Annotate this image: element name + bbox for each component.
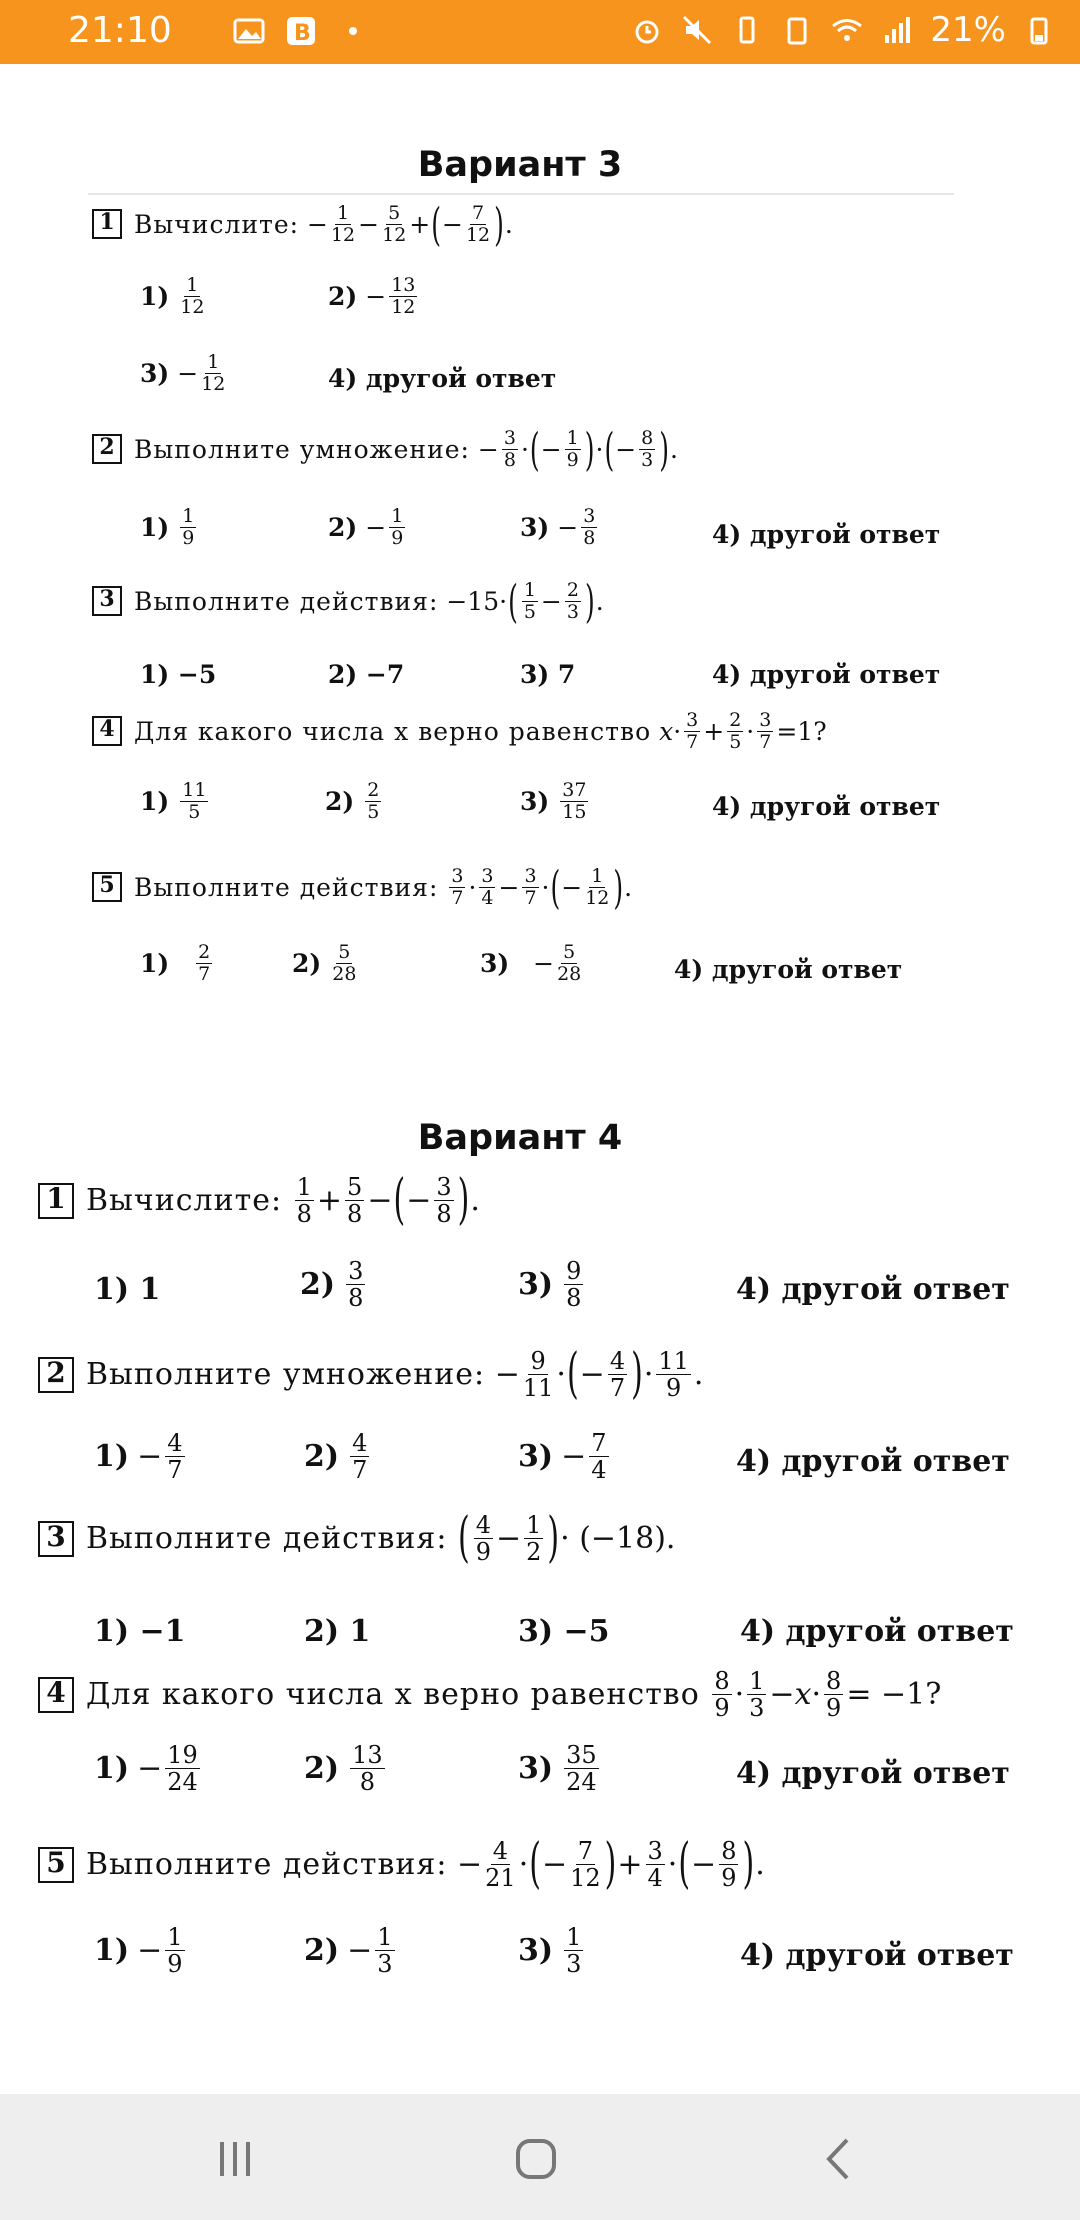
question-number: 4 [92, 716, 122, 746]
question-text: Выполните умножение: [86, 1357, 486, 1393]
math-term: −15 [446, 586, 500, 616]
recent-apps-icon[interactable] [210, 2134, 260, 2184]
math-sign: . [595, 586, 604, 616]
v4-question-4 [38, 1668, 941, 1722]
math-sign: − [494, 1357, 520, 1393]
answer-option[interactable]: 3) − $\frac{5}{28}$ [480, 941, 582, 985]
answer-option[interactable]: 1) $\frac{2}{7}$ [140, 941, 211, 985]
answer-option[interactable]: 2) $\frac{2}{5}$ [325, 779, 380, 823]
math-sign: − [496, 1521, 522, 1557]
answer-option[interactable]: 3) $\frac{1}{3}$ [518, 1923, 582, 1979]
v3-question-2 [92, 423, 678, 476]
back-icon[interactable] [815, 2134, 865, 2184]
answer-option[interactable]: 3) $\frac{9}{8}$ [518, 1257, 582, 1313]
variant-4-title: Вариант 4 [417, 1118, 623, 1158]
answer-option[interactable]: 1) − $\frac{19}{24}$ [94, 1741, 198, 1797]
math-sign: − [691, 1847, 717, 1883]
answer-option[interactable]: 4) другой ответ [674, 955, 903, 984]
fraction: $\frac{9}{11}$ [522, 1347, 554, 1403]
math-sign: · [520, 434, 529, 464]
paren: ) [604, 1833, 617, 1897]
divider [88, 193, 954, 195]
math-sign: · [746, 716, 755, 746]
v3-question-4 [92, 710, 827, 753]
wifi-icon [830, 13, 864, 47]
paren: ( [678, 1833, 691, 1897]
math-sign: · [811, 1677, 822, 1713]
gallery-icon [232, 14, 266, 48]
math-sign: . [755, 1847, 765, 1883]
status-bar [0, 0, 1080, 64]
answer-option[interactable]: 4) другой ответ [328, 364, 557, 393]
math-sign: − [307, 209, 328, 239]
answer-option[interactable]: 2) − $\frac{1}{9}$ [328, 505, 404, 549]
math-sign: − [358, 209, 380, 239]
answer-option[interactable]: 4) другой ответ [740, 1614, 1014, 1649]
answer-option[interactable]: 1) $\frac{1}{12}$ [140, 274, 205, 318]
fraction: $\frac{4}{21}$ [485, 1837, 516, 1893]
fraction: $\frac{8}{9}$ [826, 1667, 842, 1723]
fraction: $\frac{8}{3}$ [641, 427, 654, 471]
fraction: $\frac{1}{3}$ [749, 1667, 765, 1723]
math-sign: − [477, 434, 499, 464]
math-sign: − [579, 1357, 605, 1393]
v4-question-2 [38, 1343, 704, 1407]
paren: ) [547, 1507, 560, 1571]
math-sign: − [457, 1847, 483, 1883]
answer-option[interactable]: 4) другой ответ [712, 660, 941, 689]
answer-option[interactable]: 1) − $\frac{4}{7}$ [94, 1429, 183, 1485]
math-sign: . [670, 434, 678, 464]
answer-option[interactable]: 4) другой ответ [740, 1938, 1014, 1973]
math-sign: + [703, 716, 725, 746]
battery-saver-icon [780, 13, 814, 47]
answer-option[interactable]: 2) $\frac{4}{7}$ [304, 1429, 368, 1485]
math-sign: − [442, 209, 463, 239]
answer-option[interactable]: 3) 7 [520, 660, 576, 689]
v4-question-3 [38, 1507, 676, 1571]
question-text: Вычислите: [86, 1183, 283, 1219]
math-sign: + [409, 209, 431, 239]
paren: ) [613, 861, 624, 914]
fraction: $\frac{8}{9}$ [714, 1667, 730, 1723]
paren: ( [508, 575, 518, 628]
answer-option[interactable]: 3) − $\frac{1}{12}$ [140, 351, 226, 395]
fraction: $\frac{1}{12}$ [330, 202, 356, 246]
math-sign: . [470, 1183, 480, 1219]
math-sign: · [468, 872, 477, 902]
fraction: $\frac{1}{5}$ [523, 579, 536, 623]
answer-option[interactable]: 1) −5 [140, 660, 217, 689]
fraction: $\frac{1}{12}$ [585, 865, 610, 909]
fraction: $\frac{1}{8}$ [296, 1173, 312, 1229]
fraction: $\frac{7}{12}$ [570, 1837, 601, 1893]
math-sign: − [541, 1847, 568, 1883]
paren: ) [494, 198, 504, 251]
answer-option[interactable]: 4) другой ответ [712, 520, 941, 549]
answer-option[interactable]: 1) $\frac{1}{9}$ [140, 505, 195, 549]
answer-option[interactable]: 4) другой ответ [736, 1444, 1010, 1479]
paren: ( [431, 198, 442, 251]
math-sign: − [406, 1183, 432, 1219]
question-text: Для какого числа x верно равенство [134, 716, 652, 746]
math-term: = −1? [846, 1677, 942, 1713]
math-variable: x [659, 716, 674, 746]
fraction: $\frac{3}{8}$ [436, 1173, 452, 1229]
battery-percent: 21% [930, 10, 1006, 50]
paren: ) [631, 1343, 643, 1407]
math-sign: − [498, 872, 520, 902]
variant-3-title: Вариант 3 [417, 145, 623, 185]
paren: ) [742, 1833, 755, 1897]
fraction: $\frac{1}{9}$ [566, 427, 579, 471]
math-sign: · [518, 1847, 529, 1883]
question-text: Выполните действия: [134, 872, 439, 902]
answer-option[interactable]: 2) $\frac{3}{8}$ [300, 1257, 364, 1313]
question-text: Вычислите: [134, 209, 300, 239]
v4-question-1 [38, 1169, 480, 1233]
answer-option[interactable]: 2) −7 [328, 660, 405, 689]
alarm-icon [630, 13, 664, 47]
answer-option[interactable]: 3) − $\frac{7}{4}$ [518, 1429, 607, 1485]
paren: ( [529, 1833, 541, 1897]
answer-option[interactable]: 4) другой ответ [736, 1756, 1010, 1791]
answer-option[interactable]: 2) $\frac{5}{28}$ [292, 941, 357, 985]
fraction: $\frac{3}{7}$ [686, 709, 699, 753]
math-sign: · [667, 1847, 678, 1883]
fraction: $\frac{3}{7}$ [524, 865, 537, 909]
math-sign: · [673, 716, 682, 746]
fraction: $\frac{1}{2}$ [526, 1511, 542, 1567]
question-text: Выполните действия: [134, 586, 439, 616]
math-sign: + [316, 1183, 343, 1219]
question-text: Выполните действия: [86, 1521, 448, 1557]
math-sign: · [734, 1677, 745, 1713]
paren: ) [584, 575, 595, 628]
fraction: $\frac{3}{4}$ [481, 865, 494, 909]
paren: ( [393, 1169, 406, 1233]
answer-option[interactable]: 2) − $\frac{13}{12}$ [328, 274, 416, 318]
fraction: $\frac{3}{7}$ [759, 709, 772, 753]
vibrate-icon [730, 13, 764, 47]
fraction: $\frac{4}{9}$ [475, 1511, 491, 1567]
math-sign: · [499, 586, 508, 616]
fraction: $\frac{3}{7}$ [451, 865, 464, 909]
question-number: 4 [38, 1677, 74, 1713]
paren: ) [457, 1169, 470, 1233]
fraction: $\frac{7}{12}$ [465, 202, 491, 246]
fraction: $\frac{4}{7}$ [609, 1347, 626, 1403]
math-term: =1? [776, 716, 827, 746]
math-sign: · [643, 1357, 654, 1393]
answer-option[interactable]: 1) $\frac{11}{5}$ [140, 779, 207, 823]
signal-icon [880, 13, 914, 47]
question-number: 3 [38, 1521, 74, 1557]
math-sign: − [540, 434, 562, 464]
answer-option[interactable]: 2) − $\frac{1}{3}$ [304, 1923, 393, 1979]
answer-option[interactable]: 4) другой ответ [736, 1272, 1010, 1307]
math-sign: . [693, 1357, 704, 1393]
paren: ( [458, 1507, 470, 1571]
answer-option[interactable]: 3) −5 [518, 1614, 610, 1649]
notification-dot-icon [336, 14, 370, 48]
v3-question-3 [92, 575, 604, 628]
v4-question-5 [38, 1833, 765, 1897]
question-number: 1 [92, 209, 122, 239]
question-number: 1 [38, 1183, 74, 1219]
battery-icon [1022, 13, 1056, 47]
vk-app-icon [284, 14, 318, 48]
question-text: Выполните действия: [86, 1847, 448, 1883]
paren: ( [529, 423, 540, 476]
answer-option[interactable]: 2) 1 [304, 1614, 371, 1649]
v3-question-1 [92, 198, 513, 251]
math-sign: − [615, 434, 637, 464]
math-sign: − [561, 872, 583, 902]
answer-option[interactable]: 4) другой ответ [712, 792, 941, 821]
home-icon[interactable] [511, 2134, 561, 2184]
math-sign: − [367, 1183, 393, 1219]
question-number: 3 [92, 586, 122, 616]
question-text: Выполните умножение: [134, 434, 470, 464]
math-variable: x [794, 1677, 812, 1713]
question-number: 5 [38, 1847, 74, 1883]
answer-option[interactable]: 1) − $\frac{1}{9}$ [94, 1923, 183, 1979]
math-sign: − [769, 1677, 795, 1713]
clock: 21:10 [68, 10, 172, 51]
math-sign: · [595, 434, 604, 464]
fraction: $\frac{2}{5}$ [729, 709, 742, 753]
math-sign: . [624, 872, 633, 902]
fraction: $\frac{5}{12}$ [382, 202, 407, 246]
answer-option[interactable]: 3) $\frac{35}{24}$ [518, 1741, 597, 1797]
paren: ( [566, 1343, 579, 1407]
question-number: 2 [92, 434, 122, 464]
math-sign: − [540, 586, 562, 616]
math-term: · (−18). [560, 1521, 676, 1557]
v3-question-5 [92, 861, 633, 914]
math-sign: · [541, 872, 550, 902]
navigation-bar [0, 2094, 1080, 2220]
question-text: Для какого числа x верно равенство [86, 1677, 700, 1713]
paren: ) [584, 423, 595, 476]
fraction: $\frac{2}{3}$ [566, 579, 579, 623]
math-sign: + [617, 1847, 643, 1883]
fraction: $\frac{5}{8}$ [347, 1173, 363, 1229]
fraction: $\frac{8}{9}$ [721, 1837, 737, 1893]
fraction: $\frac{11}{9}$ [658, 1347, 689, 1403]
svg-text:В: В [294, 21, 311, 46]
paren: ( [550, 861, 561, 914]
answer-option[interactable]: 1) 1 [94, 1272, 161, 1307]
question-number: 5 [92, 872, 122, 902]
math-sign: · [556, 1357, 566, 1393]
fraction: $\frac{3}{8}$ [503, 427, 516, 471]
fraction: $\frac{3}{4}$ [647, 1837, 663, 1893]
paren: ( [604, 423, 615, 476]
answer-option[interactable]: 3) − $\frac{3}{8}$ [520, 505, 596, 549]
answer-option[interactable]: 2) $\frac{13}{8}$ [304, 1741, 383, 1797]
question-number: 2 [38, 1357, 74, 1393]
answer-option[interactable]: 1) −1 [94, 1614, 186, 1649]
answer-option[interactable]: 3) $\frac{37}{15}$ [520, 779, 587, 823]
mute-icon [680, 13, 714, 47]
paren: ) [659, 423, 670, 476]
math-sign: . [504, 209, 513, 239]
